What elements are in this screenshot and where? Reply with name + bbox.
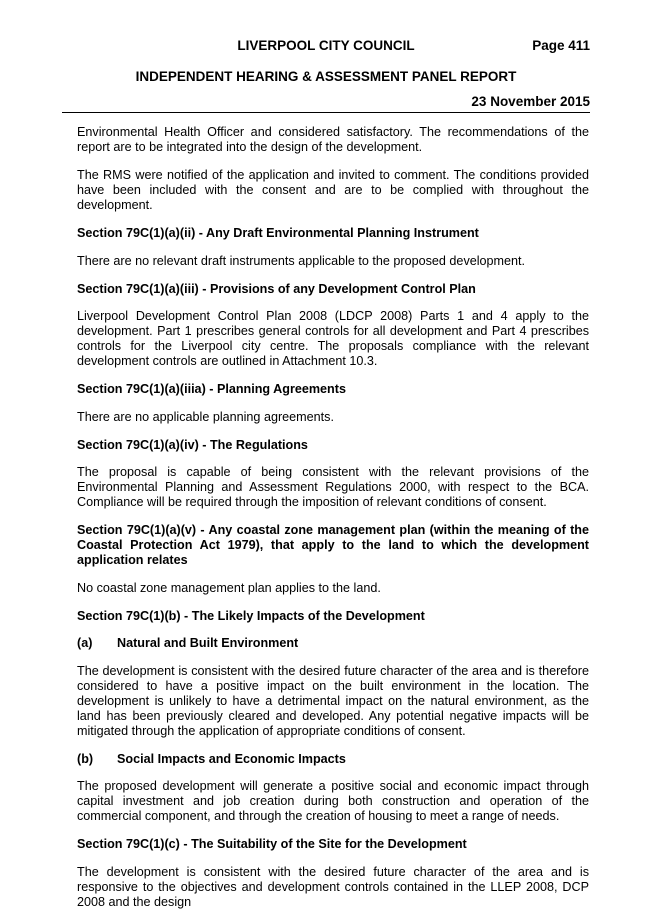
- paragraph-health-officer: Environmental Health Officer and considered satisfactory. The recommendations of the report are to be integrated into the design of the development.: [77, 125, 589, 154]
- paragraph-natural-built: The development is consistent with the desired future character of the area and is therefore considered to have a positive impact on the built environment in the location. The development is unlikely to have a detrimental impact on the natural environment, as the land has been previously cleared and developed. Any potential negative impacts will be mitigated through the application of appropriate conditions of consent.: [77, 663, 589, 738]
- heading-site-suitability: Section 79C(1)(c) - The Suitability of the Site for the Development: [77, 837, 467, 851]
- paragraph-dcp: Liverpool Development Control Plan 2008 (LDCP 2008) Parts 1 and 4 apply to the development. Part 1 prescribes general controls for all development and Part 4 prescribes controls for the Liverpool city centre. The proposals compliance with the relevant development controls are outlined in Attachment 10.3.: [77, 309, 589, 368]
- heading-regulations: Section 79C(1)(a)(iv) - The Regulations: [77, 437, 308, 452]
- paragraph-social-economic: The proposed development will generate a positive social and economic impact through capital investment and job creation during both construction and operation of the commercial component, and through the creation of housing to meet a range of needs.: [77, 779, 589, 823]
- council-name: LIVERPOOL CITY COUNCIL: [237, 38, 415, 53]
- subheading-social-economic: [77, 752, 589, 767]
- subheading-natural-built: [77, 636, 589, 651]
- paragraph-planning-agreements: There are no applicable planning agreements.: [77, 409, 334, 424]
- heading-draft-epi: Section 79C(1)(a)(ii) - Any Draft Environmental Planning Instrument: [77, 226, 479, 240]
- paragraph-site-suitability: The development is consistent with the desired future character of the area and is responsive to the objectives and development controls contained in the LLEP 2008, DCP 2008 and the design: [77, 864, 589, 909]
- report-title: INDEPENDENT HEARING & ASSESSMENT PANEL REPORT: [135, 69, 517, 84]
- paragraph-coastal-zone: No coastal zone management plan applies to the land.: [77, 580, 381, 595]
- subheading-label: (a): [77, 636, 93, 650]
- paragraph-regulations: The proposal is capable of being consistent with the relevant provisions of the Environmental Planning and Assessment Regulations 2000, with respect to the BCA. Compliance will be required through the imposition of relevant conditions of consent.: [77, 465, 589, 509]
- subheading-label: (b): [77, 751, 94, 766]
- paragraph-rms: The RMS were notified of the application and invited to comment. The conditions provided have been included with the consent and are to be complied with throughout the development.: [77, 168, 589, 212]
- subheading-title: Social Impacts and Economic Impacts: [117, 751, 346, 766]
- report-date: 23 November 2015: [471, 94, 590, 109]
- paragraph-draft-epi: There are no relevant draft instruments applicable to the proposed development.: [77, 253, 526, 268]
- page-number: Page 411: [532, 38, 590, 53]
- heading-planning-agreements: Section 79C(1)(a)(iiia) - Planning Agreements: [77, 382, 346, 396]
- heading-likely-impacts: Section 79C(1)(b) - The Likely Impacts of the Development: [77, 608, 425, 623]
- heading-coastal-zone: Section 79C(1)(a)(v) - Any coastal zone management plan (within the meaning of the Coastal Protection Act 1979), that apply to the land to which the development application relates: [77, 523, 589, 567]
- subheading-title: Natural and Built Environment: [117, 636, 299, 650]
- heading-dcp: Section 79C(1)(a)(iii) - Provisions of any Development Control Plan: [77, 281, 476, 296]
- document-body: [77, 125, 589, 923]
- header-rule: [62, 112, 590, 113]
